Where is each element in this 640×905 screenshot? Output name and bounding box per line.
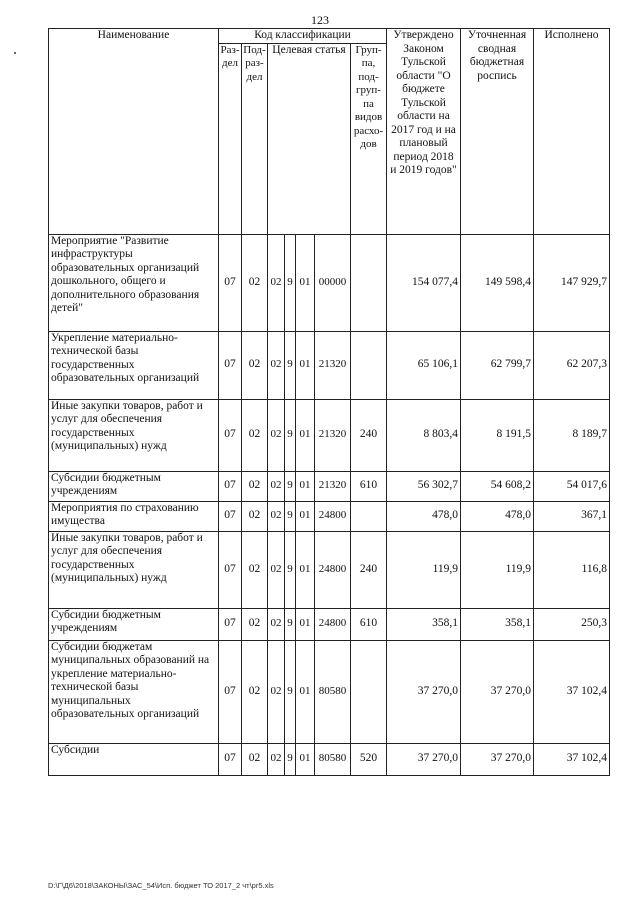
row-cs-subprogram: 9 xyxy=(285,608,296,640)
row-cs-event: 01 xyxy=(296,608,315,640)
row-cs-program: 02 xyxy=(268,234,285,331)
row-approved: 119,9 xyxy=(387,531,461,608)
row-podrazdel: 02 xyxy=(242,234,268,331)
table-row xyxy=(49,608,610,640)
table-row xyxy=(49,640,610,743)
row-revised: 8 191,5 xyxy=(461,399,534,471)
row-razdel: 07 xyxy=(219,399,242,471)
row-cs-direction: 80580 xyxy=(315,640,351,743)
row-cs-subprogram: 9 xyxy=(285,743,296,775)
row-approved: 56 302,7 xyxy=(387,471,461,501)
budget-table xyxy=(48,28,610,776)
table-row xyxy=(49,531,610,608)
row-podrazdel: 02 xyxy=(242,471,268,501)
row-executed: 37 102,4 xyxy=(534,743,610,775)
margin-mark xyxy=(14,52,16,54)
row-cs-direction: 80580 xyxy=(315,743,351,775)
row-cs-program: 02 xyxy=(268,501,285,531)
row-name: Мероприятие "Развитие инфраструктуры образовательных организаций дошкольного, общего и дополнительного образования детей" xyxy=(49,234,219,331)
row-name: Иные закупки товаров, работ и услуг для обеспечения государственных (муниципальных) нужд xyxy=(49,531,219,608)
row-revised: 62 799,7 xyxy=(461,331,534,399)
row-approved: 154 077,4 xyxy=(387,234,461,331)
row-podrazdel: 02 xyxy=(242,743,268,775)
row-podrazdel: 02 xyxy=(242,501,268,531)
row-razdel: 07 xyxy=(219,640,242,743)
row-cs-event: 01 xyxy=(296,331,315,399)
row-revised: 149 598,4 xyxy=(461,234,534,331)
row-expense-group xyxy=(351,640,387,743)
row-cs-event: 01 xyxy=(296,399,315,471)
row-cs-program: 02 xyxy=(268,640,285,743)
table-row xyxy=(49,501,610,531)
header-executed: Исполнено xyxy=(534,29,610,235)
row-cs-event: 01 xyxy=(296,471,315,501)
row-cs-direction: 21320 xyxy=(315,399,351,471)
table-body xyxy=(49,234,610,775)
row-razdel: 07 xyxy=(219,331,242,399)
row-expense-group xyxy=(351,234,387,331)
table-row xyxy=(49,399,610,471)
table-row xyxy=(49,331,610,399)
row-executed: 367,1 xyxy=(534,501,610,531)
row-cs-direction: 24800 xyxy=(315,531,351,608)
row-expense-group: 520 xyxy=(351,743,387,775)
row-revised: 37 270,0 xyxy=(461,743,534,775)
page-number: 123 xyxy=(311,13,329,27)
header-name: Наименование xyxy=(49,29,219,235)
row-name: Субсидии xyxy=(49,743,219,775)
row-executed: 147 929,7 xyxy=(534,234,610,331)
row-cs-event: 01 xyxy=(296,531,315,608)
row-revised: 358,1 xyxy=(461,608,534,640)
row-cs-direction: 24800 xyxy=(315,501,351,531)
row-expense-group: 610 xyxy=(351,608,387,640)
row-executed: 37 102,4 xyxy=(534,640,610,743)
row-cs-program: 02 xyxy=(268,331,285,399)
row-cs-subprogram: 9 xyxy=(285,234,296,331)
row-razdel: 07 xyxy=(219,743,242,775)
row-cs-subprogram: 9 xyxy=(285,640,296,743)
header-code-group: Код классификации xyxy=(219,29,387,44)
row-cs-subprogram: 9 xyxy=(285,399,296,471)
row-razdel: 07 xyxy=(219,501,242,531)
row-razdel: 07 xyxy=(219,531,242,608)
row-cs-subprogram: 9 xyxy=(285,531,296,608)
row-cs-direction: 24800 xyxy=(315,608,351,640)
row-expense-group: 610 xyxy=(351,471,387,501)
row-approved: 8 803,4 xyxy=(387,399,461,471)
table-row xyxy=(49,471,610,501)
row-approved: 478,0 xyxy=(387,501,461,531)
header-approved: Утверждено Законом Тульской области "О бюджете Тульской области на 2017 год и на плановый период 2018 и 2019 годов" xyxy=(387,29,461,235)
row-podrazdel: 02 xyxy=(242,531,268,608)
row-name: Мероприятия по страхованию имущества xyxy=(49,501,219,531)
row-cs-subprogram: 9 xyxy=(285,471,296,501)
row-executed: 250,3 xyxy=(534,608,610,640)
row-cs-program: 02 xyxy=(268,531,285,608)
row-name: Субсидии бюджетным учреждениям xyxy=(49,471,219,501)
row-expense-group: 240 xyxy=(351,531,387,608)
row-razdel: 07 xyxy=(219,608,242,640)
row-cs-direction: 21320 xyxy=(315,471,351,501)
row-approved: 65 106,1 xyxy=(387,331,461,399)
row-cs-event: 01 xyxy=(296,640,315,743)
row-cs-subprogram: 9 xyxy=(285,331,296,399)
row-name: Укрепление материально-технической базы государственных образовательных организаций xyxy=(49,331,219,399)
header-section: Раз-дел xyxy=(219,43,242,234)
row-name: Субсидии бюджетам муниципальных образований на укрепление материально-технической базы муниципальных образовательных организаций xyxy=(49,640,219,743)
row-name: Иные закупки товаров, работ и услуг для обеспечения государственных (муниципальных) нужд xyxy=(49,399,219,471)
row-revised: 478,0 xyxy=(461,501,534,531)
row-cs-direction: 00000 xyxy=(315,234,351,331)
header-expense-group: Груп-па, под-груп-па видов расхо-дов xyxy=(351,43,387,234)
row-cs-program: 02 xyxy=(268,743,285,775)
row-cs-program: 02 xyxy=(268,471,285,501)
row-executed: 116,8 xyxy=(534,531,610,608)
row-expense-group xyxy=(351,501,387,531)
row-approved: 37 270,0 xyxy=(387,640,461,743)
row-expense-group xyxy=(351,331,387,399)
table-row xyxy=(49,743,610,775)
row-revised: 37 270,0 xyxy=(461,640,534,743)
row-podrazdel: 02 xyxy=(242,608,268,640)
row-podrazdel: 02 xyxy=(242,331,268,399)
row-revised: 54 608,2 xyxy=(461,471,534,501)
header-subsection: Под-раз-дел xyxy=(242,43,268,234)
row-cs-program: 02 xyxy=(268,608,285,640)
row-expense-group: 240 xyxy=(351,399,387,471)
row-razdel: 07 xyxy=(219,234,242,331)
row-revised: 119,9 xyxy=(461,531,534,608)
row-cs-event: 01 xyxy=(296,234,315,331)
header-target: Целевая статья xyxy=(268,43,351,234)
row-cs-subprogram: 9 xyxy=(285,501,296,531)
header-revised: Уточненная сводная бюджетная роспись xyxy=(461,29,534,235)
table-row xyxy=(49,234,610,331)
file-path-footer: D:\Г\Д6\2018\ЗАКОНЫ\ЗАС_54\Исп. бюджет ТО 2017_2 чт\pr5.xls xyxy=(48,881,274,890)
row-cs-event: 01 xyxy=(296,501,315,531)
row-approved: 358,1 xyxy=(387,608,461,640)
row-cs-program: 02 xyxy=(268,399,285,471)
row-podrazdel: 02 xyxy=(242,640,268,743)
row-cs-event: 01 xyxy=(296,743,315,775)
row-executed: 8 189,7 xyxy=(534,399,610,471)
row-approved: 37 270,0 xyxy=(387,743,461,775)
row-razdel: 07 xyxy=(219,471,242,501)
row-executed: 54 017,6 xyxy=(534,471,610,501)
table-header xyxy=(49,29,610,235)
row-podrazdel: 02 xyxy=(242,399,268,471)
row-name: Субсидии бюджетным учреждениям xyxy=(49,608,219,640)
row-cs-direction: 21320 xyxy=(315,331,351,399)
row-executed: 62 207,3 xyxy=(534,331,610,399)
